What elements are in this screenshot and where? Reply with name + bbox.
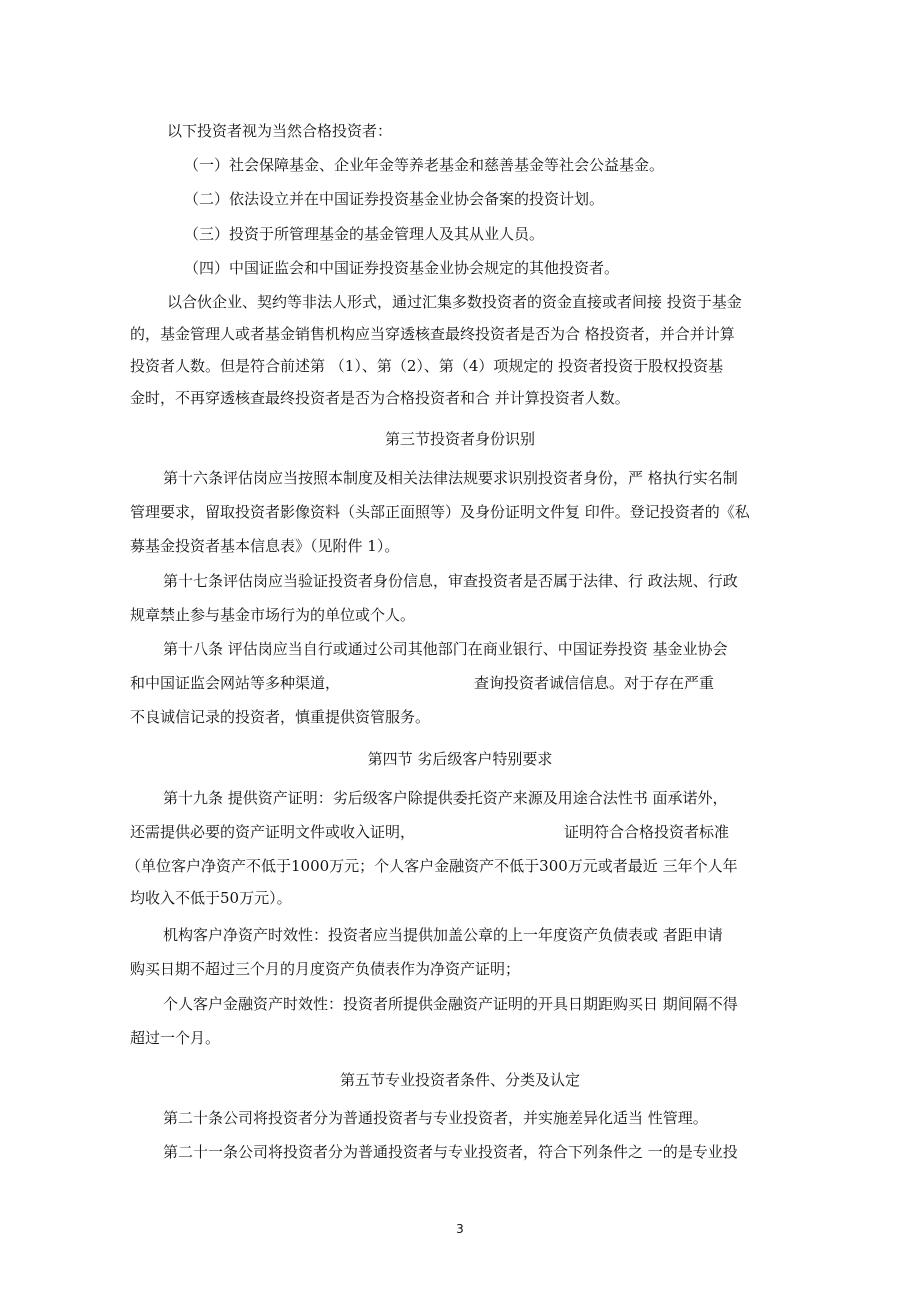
page-number: 3	[456, 1222, 464, 1236]
list-item-2: （二）依法设立并在中国证券投资基金业协会备案的投资计划。	[184, 190, 605, 208]
section-heading: 第三节投资者身份识别	[384, 430, 535, 448]
paragraph-line: 第二十一条公司将投资者分为普通投资者与专业投资者，符合下列条件之 一的是专业投	[163, 1143, 738, 1161]
paragraph-line: 超过一个月。	[130, 1029, 221, 1047]
paragraph-line: 管理要求，留取投资者影像资料（头部正面照等）及身份证明文件复 印件。登记投资者的《私	[130, 503, 750, 521]
paragraph-line: 机构客户净资产时效性：投资者应当提供加盖公章的上一年度资产负债表或 者距申请	[163, 926, 723, 944]
paragraph-line: 第二十条公司将投资者分为普通投资者与专业投资者，并实施差异化适当 性管理。	[163, 1109, 708, 1127]
list-item-1: （一）社会保障基金、企业年金等养老基金和慈善基金等社会公益基金。	[184, 156, 665, 174]
paragraph-line: 规章禁止参与基金市场行为的单位或个人。	[130, 606, 416, 624]
paragraph-line: 还需提供必要的资产证明文件或收入证明，	[130, 823, 416, 841]
paragraph-line: 证明符合合格投资者标准	[564, 823, 730, 841]
paragraph-line: 的，基金管理人或者基金销售机构应当穿透核查最终投资者是否为合 格投资者，并合并计算	[130, 325, 735, 343]
paragraph-line: 不良诚信记录的投资者，慎重提供资管服务。	[130, 708, 431, 726]
paragraph-line: 投资者人数。但是符合前述第 （1）、第（2）、第（4）项规定的 投资者投资于股权投资基	[130, 357, 724, 375]
paragraph-line: 均收入不低于50万元）。	[130, 889, 292, 907]
list-item-3: （三）投资于所管理基金的基金管理人及其从业人员。	[184, 225, 545, 243]
section-heading: 第四节 劣后级客户特别要求	[367, 750, 553, 768]
paragraph-line: （单位客户净资产不低于1000万元；个人客户金融资产不低于300万元或者最近 三年个人年	[126, 857, 738, 875]
paragraph-line: 金时，不再穿透核查最终投资者是否为合格投资者和合 并计算投资者人数。	[130, 389, 630, 407]
paragraph-line: 募基金投资者基本信息表》（见附件 1）。	[130, 537, 400, 555]
paragraph-line: 个人客户金融资产时效性：投资者所提供金融资产证明的开具日期距购买日 期间隔不得	[163, 995, 738, 1013]
paragraph-line: 第十八条 评估岗应当自行或通过公司其他部门在商业银行、中国证券投资 基金业协会	[163, 640, 728, 658]
section-heading: 第五节专业投资者条件、分类及认定	[339, 1071, 580, 1089]
paragraph-line: 和中国证监会网站等多种渠道，	[130, 674, 341, 692]
paragraph-line: 以合伙企业、契约等非法人形式，通过汇集多数投资者的资金直接或者间接 投资于基金	[167, 293, 742, 311]
paragraph-line: 第十九条 提供资产证明：劣后级客户除提供委托资产来源及用途合法性书 面承诺外，	[163, 789, 728, 807]
intro-line: 以下投资者视为当然合格投资者：	[167, 122, 393, 140]
list-item-4: （四）中国证监会和中国证券投资基金业协会规定的其他投资者。	[184, 259, 620, 277]
paragraph-line: 查询投资者诚信信息。对于存在严重	[474, 674, 715, 692]
paragraph-line: 购买日期不超过三个月的月度资产负债表作为净资产证明；	[130, 960, 521, 978]
paragraph-line: 第十六条评估岗应当按照本制度及相关法律法规要求识别投资者身份，严 格执行实名制	[163, 469, 738, 487]
paragraph-line: 第十七条评估岗应当验证投资者身份信息，审查投资者是否属于法律、行 政法规、行政	[163, 572, 738, 590]
